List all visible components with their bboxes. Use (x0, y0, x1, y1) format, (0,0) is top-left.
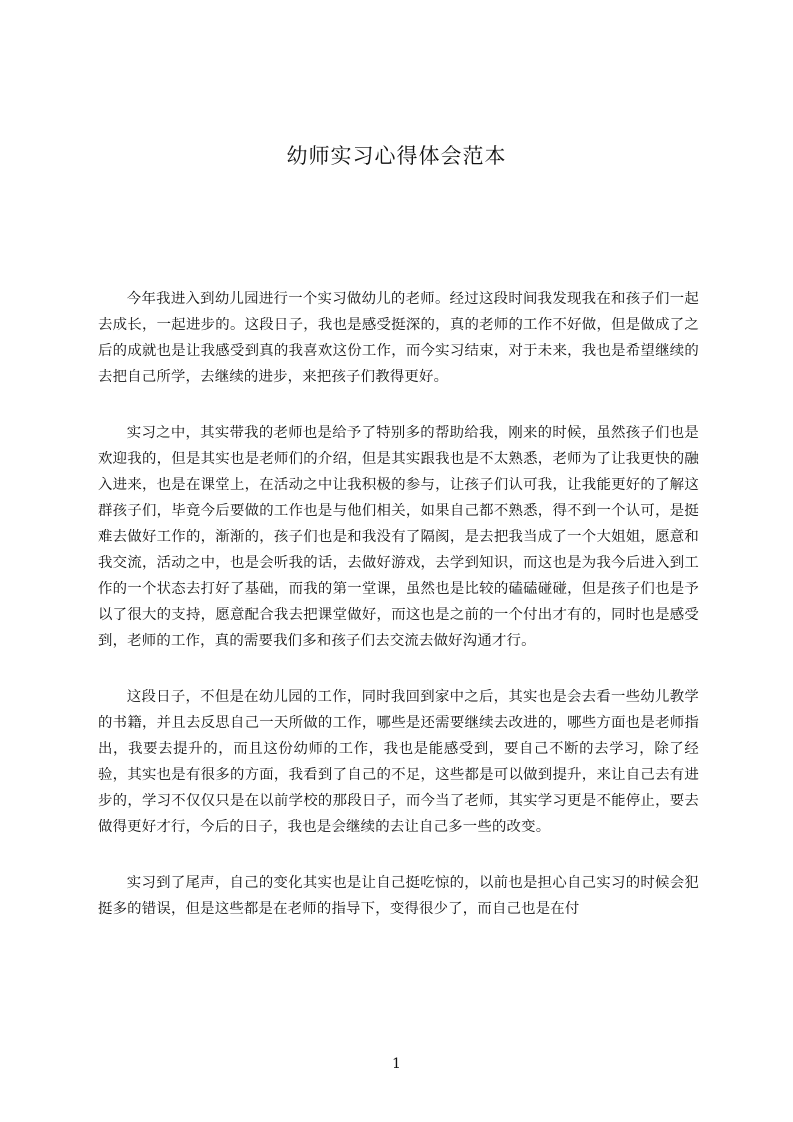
paragraph-conclusion: 实习到了尾声，自己的变化其实也是让自己挺吃惊的，以前也是担心自己实习的时候会犯挺多的错误，但是这些都是在老师的指导下，变得很少了，而自己也是在付 (98, 875, 699, 917)
document-title: 幼师实习心得体会范本 (286, 144, 507, 168)
page-number: 1 (392, 1056, 401, 1072)
paragraph-self-study: 这段日子，不但是在幼儿园的工作，同时我回到家中之后，其实也是会去看一些幼儿教学的书籍，并且去反思自己一天所做的工作，哪些是还需要继续去改进的，哪些方面也是老师指出，我要去提升的，而且这份幼师的工作，我也是能感受到，要自己不断的去学习，除了经验，其实也是有很多的方面，我看到了自己的不足，这些都是可以做到提升，来让自己去有进步的，学习不仅仅只是在以前学校的那段日子，而今当了老师，其实学习更是不能停止，要去做得更好才行，今后的日子，我也是会继续的去让自己多一些的改变。 (98, 689, 699, 835)
paragraph-mentor-help: 实习之中，其实带我的老师也是给予了特别多的帮助给我，刚来的时候，虽然孩子们也是欢迎我的，但是其实也是老师们的介绍，但是其实跟我也是不太熟悉，老师为了让我更快的融入进来，也是在课堂上，在活动之中让我积极的参与，让孩子们认可我，让我能更好的了解这群孩子们，毕竟今后要做的工作也是与他们相关，如果自己都不熟悉，得不到一个认可，是挺难去做好工作的，渐渐的，孩子们也是和我没有了隔阂，是去把我当成了一个大姐姐，愿意和我交流，活动之中，也是会听我的话，去做好游戏，去学到知识，而这也是为我今后进入到工作的一个状态去打好了基础，而我的第一堂课，虽然也是比较的磕磕碰碰，但是孩子们也是予以了很大的支持，愿意配合我去把课堂做好，而这也是之前的一个付出才有的，同时也是感受到，老师的工作，真的需要我们多和孩子们去交流去做好沟通才行。 (98, 425, 699, 649)
document-body (98, 286, 699, 952)
paragraph-intro: 今年我进入到幼儿园进行一个实习做幼儿的老师。经过这段时间我发现我在和孩子们一起去成长，一起进步的。这段日子，我也是感受挺深的，真的老师的工作不好做，但是做成了之后的成就也是让我感受到真的我喜欢这份工作，而今实习结束，对于未来，我也是希望继续的去把自己所学，去继续的进步，来把孩子们教得更好。 (98, 291, 699, 385)
